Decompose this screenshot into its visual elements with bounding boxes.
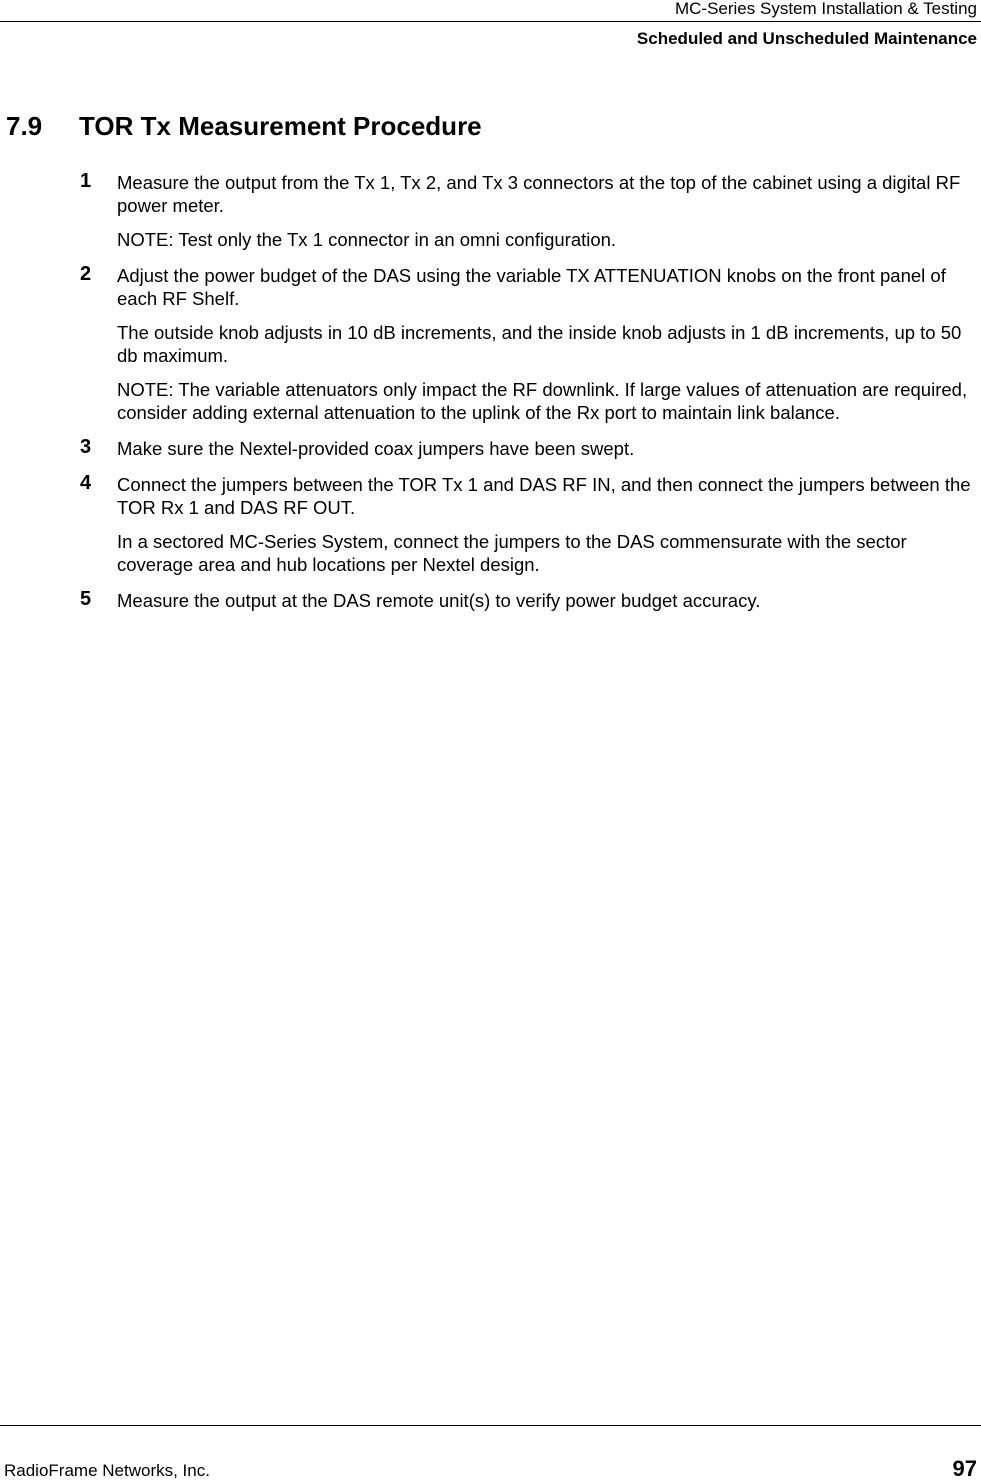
step-number: 5 [80, 588, 92, 610]
step-instruction: Connect the jumpers between the TOR Tx 1 and DAS RF IN, and then connect the jumpers between the TOR Rx 1 and DAS RF OUT. [117, 474, 971, 518]
section-title: TOR Tx Measurement Procedure [79, 111, 482, 141]
page-footer [0, 1425, 981, 1481]
step-body [117, 587, 977, 612]
procedure-steps [0, 169, 981, 623]
step-4 [0, 471, 981, 576]
step-instruction: Measure the output at the DAS remote unit(s) to verify power budget accuracy. [117, 590, 761, 611]
step-note: NOTE: The variable attenuators only impact the RF downlink. If large values of attenuation are required, consider adding external attenuation to the uplink of the Rx port to maintain link balance. [117, 379, 968, 423]
section-heading [6, 110, 482, 142]
section-number: 7.9 [6, 111, 43, 141]
step-number: 2 [80, 263, 92, 285]
header-divider [0, 21, 981, 22]
step-body [117, 262, 977, 424]
step-3 [0, 435, 981, 460]
step-body [117, 471, 977, 576]
step-number: 3 [80, 436, 92, 458]
step-2 [0, 262, 981, 424]
page-number: 97 [952, 1456, 977, 1481]
step-detail: In a sectored MC-Series System, connect the jumpers to the DAS commensurate with the sector coverage area and hub locations per Nextel design. [117, 531, 907, 575]
step-5 [0, 587, 981, 612]
page-header [0, 0, 981, 52]
step-number: 4 [80, 472, 92, 494]
step-instruction: Make sure the Nextel-provided coax jumpers have been swept. [117, 438, 635, 459]
chapter-title: Scheduled and Unscheduled Maintenance [636, 29, 977, 48]
step-number: 1 [80, 170, 92, 192]
step-body [117, 435, 977, 460]
step-1 [0, 169, 981, 251]
step-note: NOTE: Test only the Tx 1 connector in an omni configuration. [117, 229, 617, 250]
step-detail: The outside knob adjusts in 10 dB increments, and the inside knob adjusts in 1 dB increments, up to 50 db maximum. [117, 322, 962, 366]
document-title: MC-Series System Installation & Testing [674, 0, 977, 18]
step-instruction: Measure the output from the Tx 1, Tx 2, and Tx 3 connectors at the top of the cabinet using a digital RF power meter. [117, 172, 961, 216]
step-body [117, 169, 977, 251]
step-instruction: Adjust the power budget of the DAS using the variable TX ATTENUATION knobs on the front panel of each RF Shelf. [117, 265, 946, 309]
company-name: RadioFrame Networks, Inc. [4, 1461, 210, 1480]
footer-divider [0, 1425, 981, 1426]
